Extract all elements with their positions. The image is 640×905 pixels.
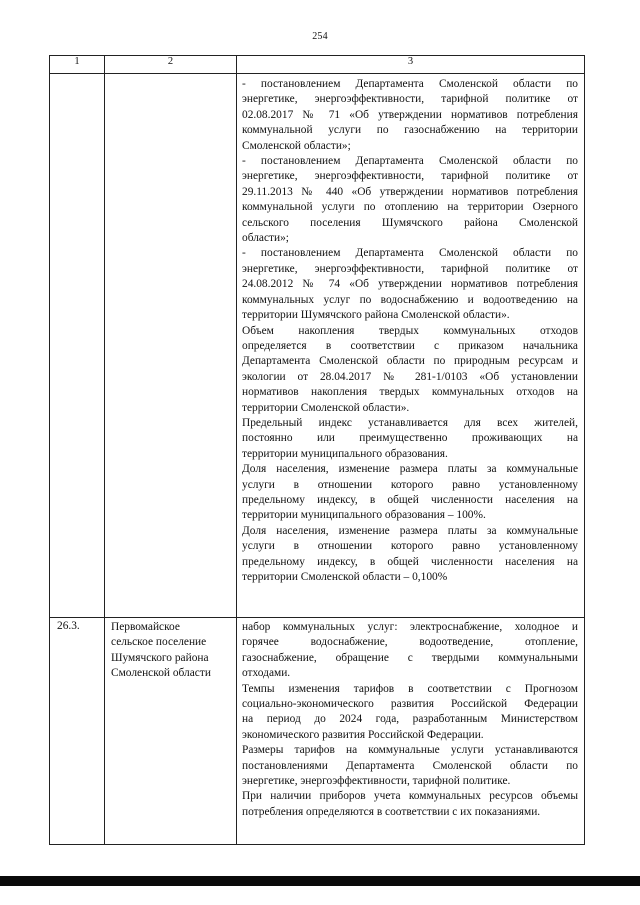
text-line: - постановлением Департамента Смоленской области по bbox=[242, 78, 578, 90]
paragraph bbox=[237, 743, 584, 789]
text-line: коммунальной услуги по отоплению на территории Озерного bbox=[242, 201, 578, 214]
table-row bbox=[50, 74, 585, 618]
text-line: - постановлением Департамента Смоленской области по bbox=[242, 247, 578, 260]
paragraph bbox=[237, 246, 584, 323]
name-line: сельское поселение bbox=[111, 636, 207, 649]
paragraph bbox=[237, 524, 584, 586]
table-header-row bbox=[50, 56, 585, 74]
column-header-3: 3 bbox=[237, 56, 585, 74]
paragraph bbox=[237, 154, 584, 246]
text-line: Доля населения, изменение размера платы за коммунальные bbox=[242, 463, 578, 476]
text-line: на период до 2024 года, разработанным Министерством bbox=[242, 713, 578, 726]
column-header-2: 2 bbox=[105, 56, 237, 74]
text-line: сельского поселения Шумячского района Смоленской bbox=[242, 216, 578, 229]
paragraph bbox=[237, 682, 584, 744]
text-line: территории Смоленской области». bbox=[242, 401, 410, 414]
text-line: При наличии приборов учета коммунальных ресурсов объемы bbox=[242, 790, 578, 803]
text-line: коммунальной услуги по газоснабжению на территории bbox=[242, 124, 578, 137]
text-line: Размеры тарифов на коммунальные услуги устанавливаются bbox=[242, 744, 578, 757]
paragraph bbox=[237, 416, 584, 462]
text-line: Темпы изменения тарифов в соответствии с Прогнозом bbox=[242, 682, 578, 695]
text-line: - постановлением Департамента Смоленской области по bbox=[242, 155, 578, 168]
table-row bbox=[50, 618, 585, 845]
text-line: социально-экономического развития Российской Федерации bbox=[242, 698, 578, 711]
text-line: энергетике, энергоэффективности, тарифной политике от bbox=[242, 170, 578, 183]
text-line: газоснабжение, обращение с твердыми коммунальными bbox=[242, 651, 578, 664]
text-line: экономического развития Российской Федерации. bbox=[242, 728, 484, 741]
name-line: Шумячского района bbox=[111, 651, 209, 664]
text-line: отходами. bbox=[242, 667, 291, 680]
text-line: Департамента Смоленской области по природным ресурсам и bbox=[242, 355, 578, 368]
column-header-1: 1 bbox=[50, 56, 105, 74]
text-line: Предельный индекс устанавливается для всех жителей, bbox=[242, 416, 578, 429]
text-line: энергетике, энергоэффективности, тарифной политике. bbox=[242, 775, 511, 788]
text-line: 24.08.2012 № 74 «Об утверждении нормативов потребления bbox=[242, 278, 578, 291]
text-line: Объем накопления твердых коммунальных отходов bbox=[242, 324, 578, 337]
name-line: Первомайское bbox=[111, 621, 180, 633]
row-number-cell: 26.3. bbox=[50, 618, 105, 845]
paragraph bbox=[237, 462, 584, 524]
text-line: территории муниципального образования. bbox=[242, 447, 448, 460]
text-line: услуги в отношении которого равно установленному bbox=[242, 540, 578, 553]
data-table bbox=[49, 55, 585, 845]
municipality-name-cell bbox=[105, 618, 237, 845]
scan-edge-bar bbox=[0, 876, 640, 886]
text-line: 02.08.2017 № 71 «Об утверждении нормативов потребления bbox=[242, 108, 578, 121]
paragraph bbox=[237, 324, 584, 416]
paragraph bbox=[237, 77, 584, 154]
text-line: области»; bbox=[242, 232, 289, 245]
text-line: энергетике, энергоэффективности, тарифной политике от bbox=[242, 93, 578, 106]
description-cell bbox=[237, 618, 585, 845]
text-line: предельному индексу, в общей численности населения на bbox=[242, 493, 578, 506]
text-line: горячее водоснабжение, водоотведение, отопление, bbox=[242, 636, 578, 649]
text-line: коммунальных услуг по водоснабжению и водоотведению на bbox=[242, 293, 578, 306]
municipality-name-cell bbox=[105, 74, 237, 618]
text-line: предельному индексу, в общей численности населения на bbox=[242, 555, 578, 568]
text-line: экологии от 28.04.2017 № 281-1/0103 «Об установлении bbox=[242, 370, 578, 383]
text-line: набор коммунальных услуг: электроснабжение, холодное и bbox=[242, 621, 578, 633]
page-number: 254 bbox=[312, 31, 328, 42]
row-number-cell bbox=[50, 74, 105, 618]
text-line: территории муниципального образования – 100%. bbox=[242, 509, 486, 522]
paragraph bbox=[237, 620, 584, 682]
text-line: определяется в соответствии с приказом начальника bbox=[242, 339, 578, 352]
text-line: потребления определяются в соответствии с их показаниями. bbox=[242, 805, 541, 818]
paragraph bbox=[237, 789, 584, 820]
text-line: 29.11.2013 № 440 «Об утверждении нормативов потребления bbox=[242, 185, 578, 198]
text-line: нормативов накопления твердых коммунальных отходов на bbox=[242, 386, 578, 399]
text-line: территории Шумячского района Смоленской области». bbox=[242, 309, 510, 322]
description-cell bbox=[237, 74, 585, 618]
text-line: постановлениями Департамента Смоленской области по bbox=[242, 759, 578, 772]
text-line: Доля населения, изменение размера платы за коммунальные bbox=[242, 524, 578, 537]
text-line: постоянно или преимущественно проживающих на bbox=[242, 432, 578, 445]
name-line: Смоленской области bbox=[111, 667, 211, 680]
text-line: Смоленской области»; bbox=[242, 139, 351, 152]
text-line: энергетике, энергоэффективности, тарифной политике от bbox=[242, 262, 578, 275]
text-line: услуги в отношении которого равно установленному bbox=[242, 478, 578, 491]
text-line: территории Смоленской области – 0,100% bbox=[242, 571, 448, 583]
